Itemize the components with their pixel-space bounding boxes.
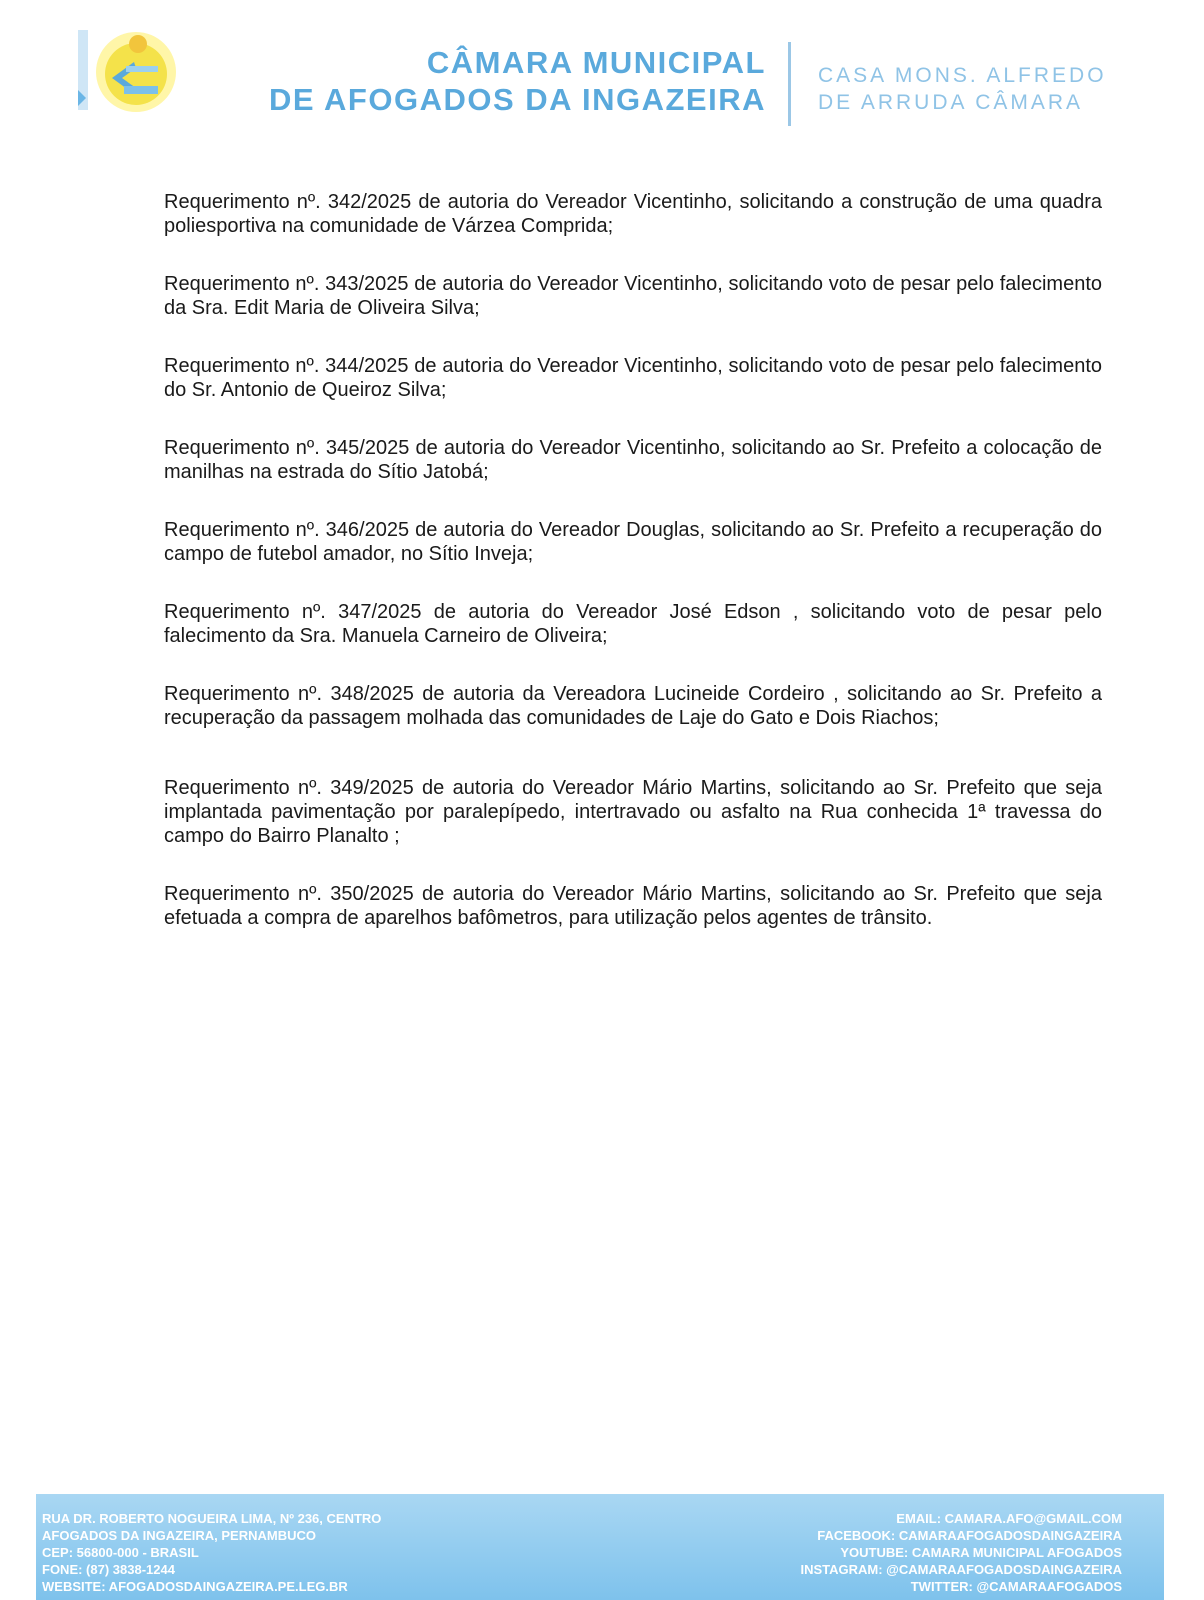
footer-instagram: INSTAGRAM: @CAMARAAFOGADOSDAINGAZEIRA — [800, 1562, 1122, 1577]
requerimento-342: Requerimento nº. 342/2025 de autoria do Vereador Vicentinho, solicitando a construção de uma quadra poliesportiva na comunidade de Várzea Comprida; — [164, 191, 1102, 237]
header-divider — [788, 42, 791, 126]
footer-address — [42, 1510, 381, 1595]
chamber-name — [200, 44, 766, 118]
footer-contacts — [800, 1510, 1122, 1595]
requerimento-350: Requerimento nº. 350/2025 de autoria do Vereador Mário Martins, solicitando ao Sr. Prefeito que seja efetuada a compra de aparelhos bafômetros, para utilização pelos agentes de trânsito. — [164, 883, 1102, 929]
footer-address-line: AFOGADOS DA INGAZEIRA, PERNAMBUCO — [42, 1528, 316, 1543]
subtitle-line-1: CASA MONS. ALFREDO — [818, 64, 1107, 87]
requerimento-343: Requerimento nº. 343/2025 de autoria do Vereador Vicentinho, solicitando voto de pesar pelo falecimento da Sra. Edit Maria de Oliveira Silva; — [164, 273, 1102, 319]
title-line-2: DE AFOGADOS DA INGAZEIRA — [269, 82, 766, 117]
requerimento-348: Requerimento nº. 348/2025 de autoria da Vereadora Lucineide Cordeiro , solicitando ao Sr. Prefeito a recuperação da passagem molhada das comunidades de Laje do Gato e Dois Riachos; — [164, 683, 1102, 729]
requerimento-344: Requerimento nº. 344/2025 de autoria do Vereador Vicentinho, solicitando voto de pesar pelo falecimento do Sr. Antonio de Queiroz Silva; — [164, 355, 1102, 401]
footer-address-line: RUA DR. ROBERTO NOGUEIRA LIMA, Nº 236, CENTRO — [42, 1511, 382, 1526]
house-name — [818, 62, 1158, 116]
requerimento-347: Requerimento nº. 347/2025 de autoria do Vereador José Edson , solicitando voto de pesar pelo falecimento da Sra. Manuela Carneiro de Oliveira; — [164, 601, 1102, 647]
footer-youtube: YOUTUBE: CAMARA MUNICIPAL AFOGADOS — [840, 1545, 1122, 1560]
footer-address-line: CEP: 56800-000 - BRASIL — [42, 1545, 199, 1560]
requerimentos-list — [164, 190, 1102, 964]
requerimento-349: Requerimento nº. 349/2025 de autoria do Vereador Mário Martins, solicitando ao Sr. Prefeito que seja implantada pavimentação por paralepípedo, intertravado ou asfalto na Rua conhecida 1ª travessa do campo do Bairro Planalto ; — [164, 777, 1102, 847]
subtitle-line-2: DE ARRUDA CÂMARA — [818, 91, 1084, 114]
letterhead — [0, 0, 1204, 150]
footer-twitter: TWITTER: @CAMARAAFOGADOS — [910, 1579, 1122, 1594]
camara-logo-icon — [78, 28, 190, 114]
title-line-1: CÂMARA MUNICIPAL — [426, 45, 766, 80]
footer-band — [36, 1494, 1164, 1600]
footer-website: WEBSITE: AFOGADOSDAINGAZEIRA.PE.LEG.BR — [42, 1579, 348, 1594]
footer-facebook: FACEBOOK: CAMARAAFOGADOSDAINGAZEIRA — [817, 1528, 1122, 1543]
footer-phone: FONE: (87) 3838-1244 — [42, 1562, 175, 1577]
footer-email: EMAIL: CAMARA.AFO@GMAIL.COM — [896, 1511, 1122, 1526]
requerimento-345: Requerimento nº. 345/2025 de autoria do Vereador Vicentinho, solicitando ao Sr. Prefeito a colocação de manilhas na estrada do Sítio Jatobá; — [164, 437, 1102, 483]
requerimento-346: Requerimento nº. 346/2025 de autoria do Vereador Douglas, solicitando ao Sr. Prefeito a recuperação do campo de futebol amador, no Sítio Inveja; — [164, 519, 1102, 565]
